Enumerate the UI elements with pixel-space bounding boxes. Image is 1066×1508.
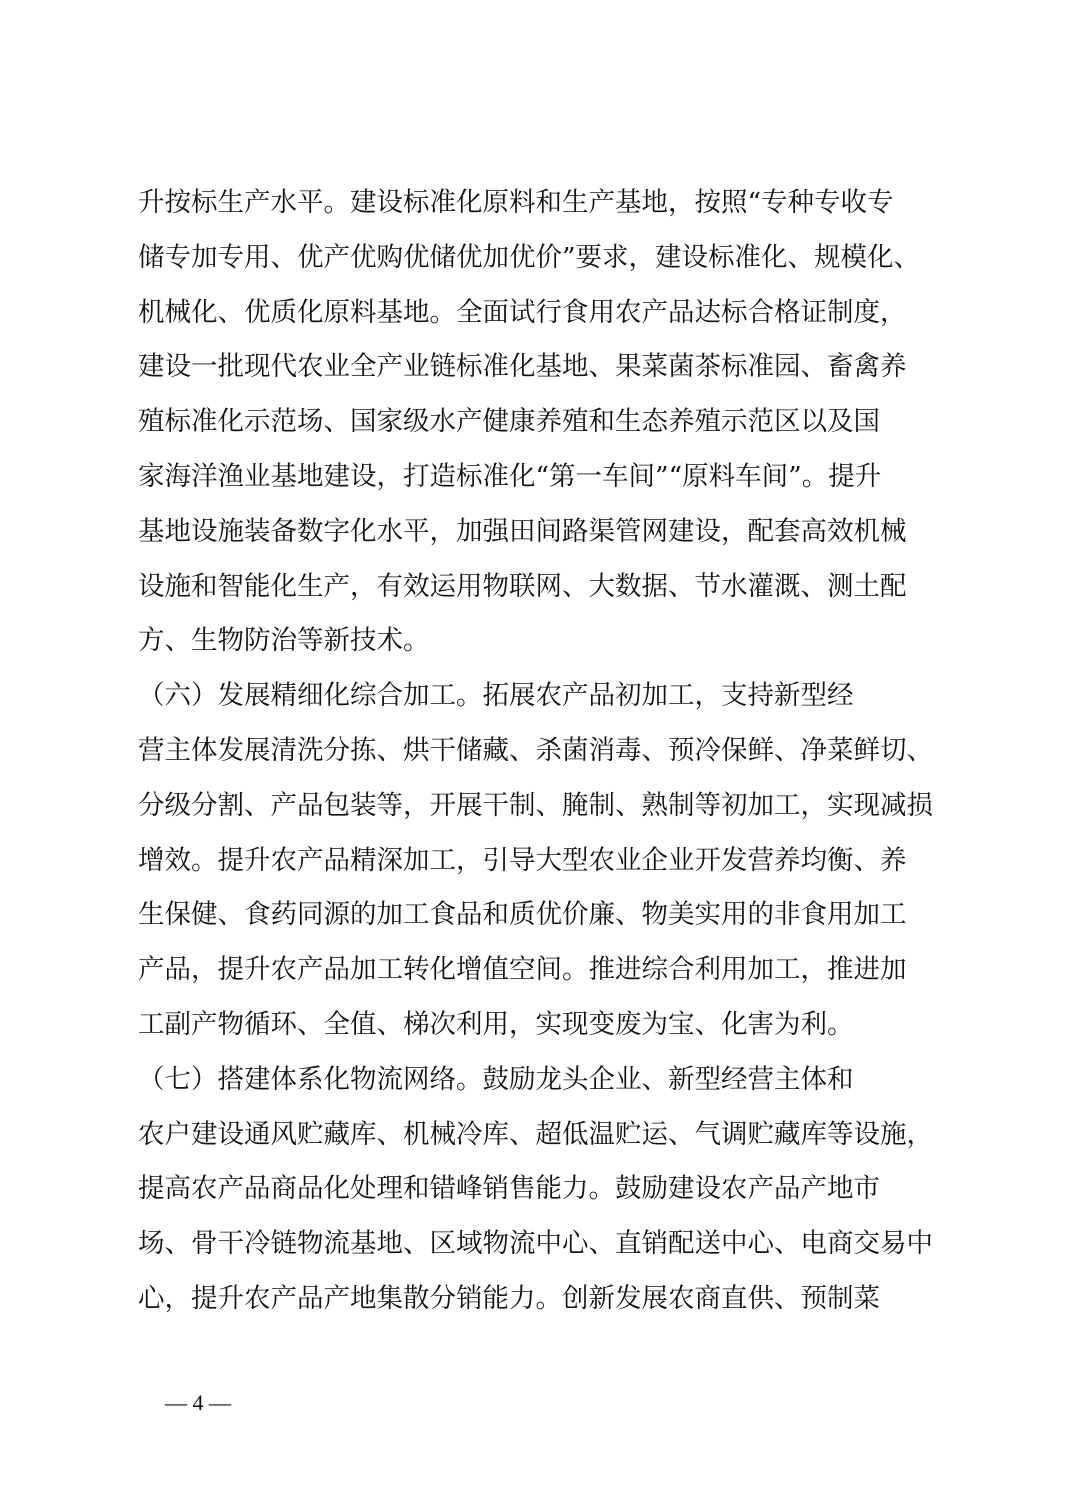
text-line: 场、骨干冷链物流基地、区域物流中心、直销配送中心、电商交易中 (138, 1228, 933, 1260)
text-line: 增效。提升农产品精深加工，引导大型农业企业开发营养均衡、养 (138, 844, 907, 876)
text-line: 方、生物防治等新技术。 (138, 625, 430, 657)
text-line: 提高农产品商品化处理和错峰销售能力。鼓励建设农产品产地市 (138, 1173, 880, 1205)
text-line: 升按标生产水平。建设标准化原料和生产基地，按照“专种专收专 (138, 187, 894, 218)
text-line: 家海洋渔业基地建设，打造标准化“第一车间”“原料车间”。提升 (138, 460, 882, 492)
text-line: 建设一批现代农业全产业链标准化基地、果菜菌茶标准园、畜禽养 (138, 351, 907, 383)
text-line: 心，提升农产品产地集散分销能力。创新发展农商直供、预制菜 (138, 1282, 880, 1314)
text-line: 分级分割、产品包装等，开展干制、腌制、熟制等初加工，实现减损 (138, 789, 933, 821)
text-line: 殖标准化示范场、国家级水产健康养殖和生态养殖示范区以及国 (138, 406, 880, 438)
text-line: 机械化、优质化原料基地。全面试行食用农产品达标合格证制度， (138, 296, 907, 328)
text-line: 工副产物循环、全值、梯次利用，实现变废为宝、化害为利。 (138, 1008, 854, 1040)
text-line: （七）搭建体系化物流网络。鼓励龙头企业、新型经营主体和 (138, 1063, 854, 1095)
text-line: 基地设施装备数字化水平，加强田间路渠管网建设，配套高效机械 (138, 515, 907, 547)
text-line: 设施和智能化生产，有效运用物联网、大数据、节水灌溉、测土配 (138, 570, 907, 602)
text-line: （六）发展精细化综合加工。拓展农产品初加工，支持新型经 (138, 680, 854, 712)
body-text (138, 176, 938, 1327)
text-line: 农户建设通风贮藏库、机械冷库、超低温贮运、气调贮藏库等设施， (138, 1118, 933, 1150)
text-line: 储专加专用、优产优购优储优加优价”要求，建设标准化、规模化、 (138, 241, 921, 273)
text-line: 生保健、食药同源的加工食品和质优价廉、物美实用的非食用加工 (138, 899, 907, 931)
text-line: 产品，提升农产品加工转化增值空间。推进综合利用加工，推进加 (138, 954, 907, 986)
page-number: — 4 — (165, 1390, 231, 1415)
text-line: 营主体发展清洗分拣、烘干储藏、杀菌消毒、预冷保鲜、净菜鲜切、 (138, 734, 933, 766)
